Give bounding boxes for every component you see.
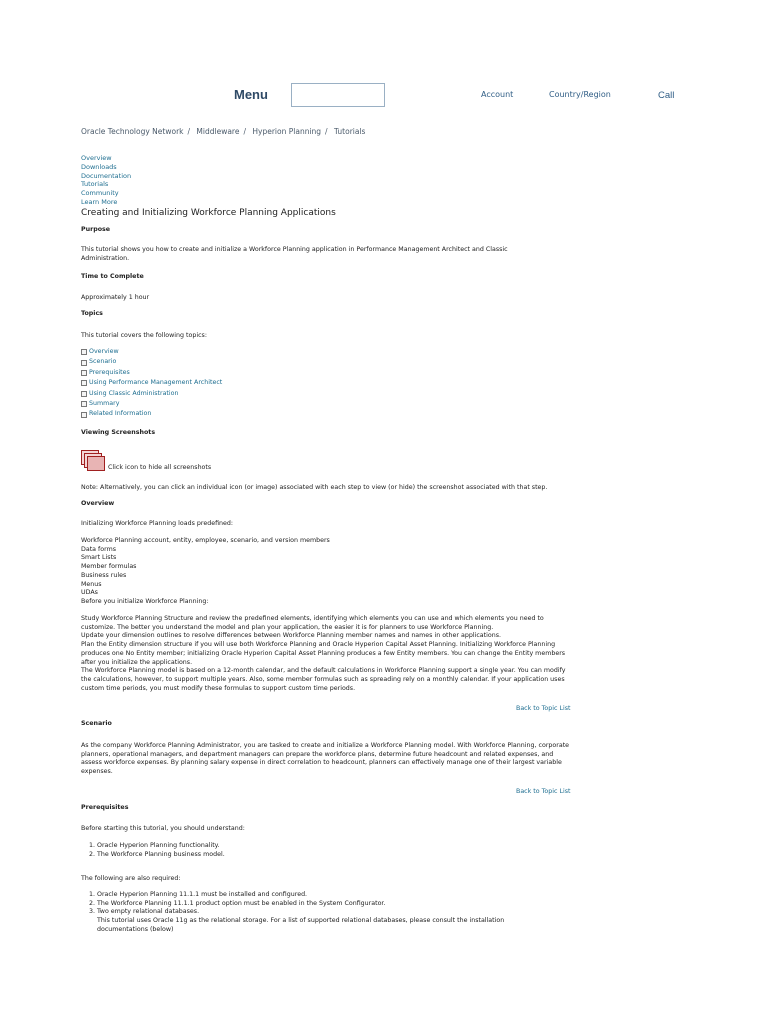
topic-bullet-icon	[81, 380, 87, 386]
list-item: Data forms	[81, 545, 116, 553]
list-item: Menus	[81, 580, 102, 588]
menu-button[interactable]: Menu	[234, 87, 268, 102]
breadcrumb: Oracle Technology Network / Middleware / Hyperion Planning / Tutorials	[81, 127, 366, 136]
screenshot-toggle-icon[interactable]	[81, 450, 105, 472]
overview-list	[81, 537, 581, 607]
list-item: 2. The Workforce Planning 11.1.1 product option must be enabled in the System Configurator.	[97, 900, 541, 909]
breadcrumb-item[interactable]: Oracle Technology Network	[81, 127, 184, 136]
time-text: Approximately 1 hour	[81, 294, 150, 301]
topics-intro: This tutorial covers the following topics:	[81, 332, 207, 339]
prereq-understand-list	[81, 842, 581, 859]
topic-bullet-icon	[81, 401, 87, 407]
back-to-topic-link[interactable]: Back to Topic List	[516, 788, 571, 795]
nav-downloads[interactable]: Downloads	[81, 162, 117, 171]
nav-overview[interactable]: Overview	[81, 154, 112, 162]
topic-bullet-icon	[81, 391, 87, 397]
screenshot-note: Note: Alternatively, you can click an individual icon (or image) associated with each step to view (or hide) the screenshot associated with that step.	[81, 484, 548, 491]
topic-list	[81, 347, 581, 420]
breadcrumb-item[interactable]: Tutorials	[333, 127, 366, 136]
topic-bullet-icon	[81, 412, 87, 418]
topics-heading: Topics	[81, 310, 103, 317]
prereq-required-intro: The following are also required:	[81, 875, 181, 882]
screenshots-heading: Viewing Screenshots	[81, 429, 156, 436]
overview-heading: Overview	[81, 500, 115, 507]
nav-documentation[interactable]: Documentation	[81, 171, 132, 180]
search-input[interactable]	[291, 83, 385, 107]
overview-before: Before you initialize Workforce Planning:	[81, 597, 209, 605]
list-item: 1. Oracle Hyperion Planning functionality.	[97, 842, 581, 851]
purpose-heading: Purpose	[81, 226, 111, 233]
list-item: The Workforce Planning model is based on a 12-month calendar, and the default calculations in Workforce Planning support a single year. You can modify the calculations, however, to support multiple years. Also, some member formulas such as spreading rely on a monthly calendar. If your application uses custom time periods, you must modify these formulas to support custom time periods.	[81, 667, 566, 692]
prereq-required-list	[81, 891, 541, 935]
topic-item[interactable]: Using Performance Management Architect	[81, 378, 581, 388]
prereq-heading: Prerequisites	[81, 804, 129, 811]
topic-item[interactable]: Using Classic Administration	[81, 389, 581, 399]
topic-item[interactable]: Overview	[81, 347, 581, 357]
list-item: Workforce Planning account, entity, employee, scenario, and version members	[81, 537, 330, 544]
list-item: Business rules	[81, 571, 127, 579]
list-item: 3. Two empty relational databases. This tutorial uses Oracle 11g as the relational storage. For a list of supported relational databases, please consult the installation documentations (below)	[97, 908, 541, 934]
breadcrumb-item[interactable]: Middleware	[196, 127, 240, 136]
page-title: Creating and Initializing Workforce Planning Applications	[81, 208, 336, 218]
scenario-heading: Scenario	[81, 720, 112, 727]
overview-intro: Initializing Workforce Planning loads predefined:	[81, 520, 234, 527]
list-item: Plan the Entity dimension structure if you will use both Workforce Planning and Oracle Hyperion Capital Asset Planning. Initializing Workforce Planning produces one No Entity member; initializing Oracle Hyperion Capital Asset Planning produces a few Entity members. You can change the Entity members after you initialize the applications.	[81, 641, 566, 666]
scenario-text: As the company Workforce Planning Administrator, you are tasked to create and initialize a Workforce Planning model. With Workforce Planning, corporate planners, operational managers, and department managers can prepare the workforce plans, determine future headcount and related expenses, and assess workforce expenses. By planning salary expense in direct correlation to headcount, planners can effectively manage one of their largest variable expenses.	[81, 742, 570, 776]
overview-steps	[81, 615, 571, 693]
call-link[interactable]: Call	[658, 90, 675, 101]
topic-bullet-icon	[81, 349, 87, 355]
topic-item[interactable]: Related Information	[81, 409, 581, 419]
list-item: Member formulas	[81, 563, 137, 571]
country-region-link[interactable]: Country/Region	[549, 90, 611, 99]
nav-tutorials[interactable]: Tutorials	[81, 180, 109, 189]
back-to-topic-link[interactable]: Back to Topic List	[516, 705, 571, 712]
account-link[interactable]: Account	[481, 90, 514, 99]
nav-community[interactable]: Community	[81, 189, 119, 198]
db-note: This tutorial uses Oracle 11g as the relational storage. For a list of supported relational databases, please consult the installation documentations (below)	[97, 917, 505, 933]
topic-item[interactable]: Scenario	[81, 357, 581, 367]
list-item: Update your dimension outlines to resolve differences between Workforce Planning member names and names in other applications.	[81, 632, 501, 640]
nav-learn-more[interactable]: Learn More	[81, 197, 118, 206]
breadcrumb-item[interactable]: Hyperion Planning	[252, 127, 322, 136]
time-heading: Time to Complete	[81, 273, 144, 280]
list-item: 2. The Workforce Planning business model.	[97, 851, 581, 860]
list-item: Study Workforce Planning Structure and review the predefined elements, identifying which elements you can use and which elements you need to customize. The better you understand the model and plan your application, the easier it is for planners to use Workforce Planning.	[81, 615, 544, 631]
topic-item[interactable]: Prerequisites	[81, 368, 581, 378]
topic-bullet-icon	[81, 370, 87, 376]
list-item: UDAs	[81, 589, 98, 597]
list-item: Smart Lists	[81, 554, 117, 562]
prereq-intro: Before starting this tutorial, you should understand:	[81, 825, 245, 832]
purpose-text: This tutorial shows you how to create and initialize a Workforce Planning application in Performance Management Architect and Classic Administration.	[81, 246, 508, 262]
section-nav	[81, 154, 131, 207]
list-item: 1. Oracle Hyperion Planning 11.1.1 must be installed and configured.	[97, 891, 541, 900]
screenshot-icon-label: Click icon to hide all screenshots	[108, 464, 212, 471]
topic-bullet-icon	[81, 360, 87, 366]
topic-item[interactable]: Summary	[81, 399, 581, 409]
